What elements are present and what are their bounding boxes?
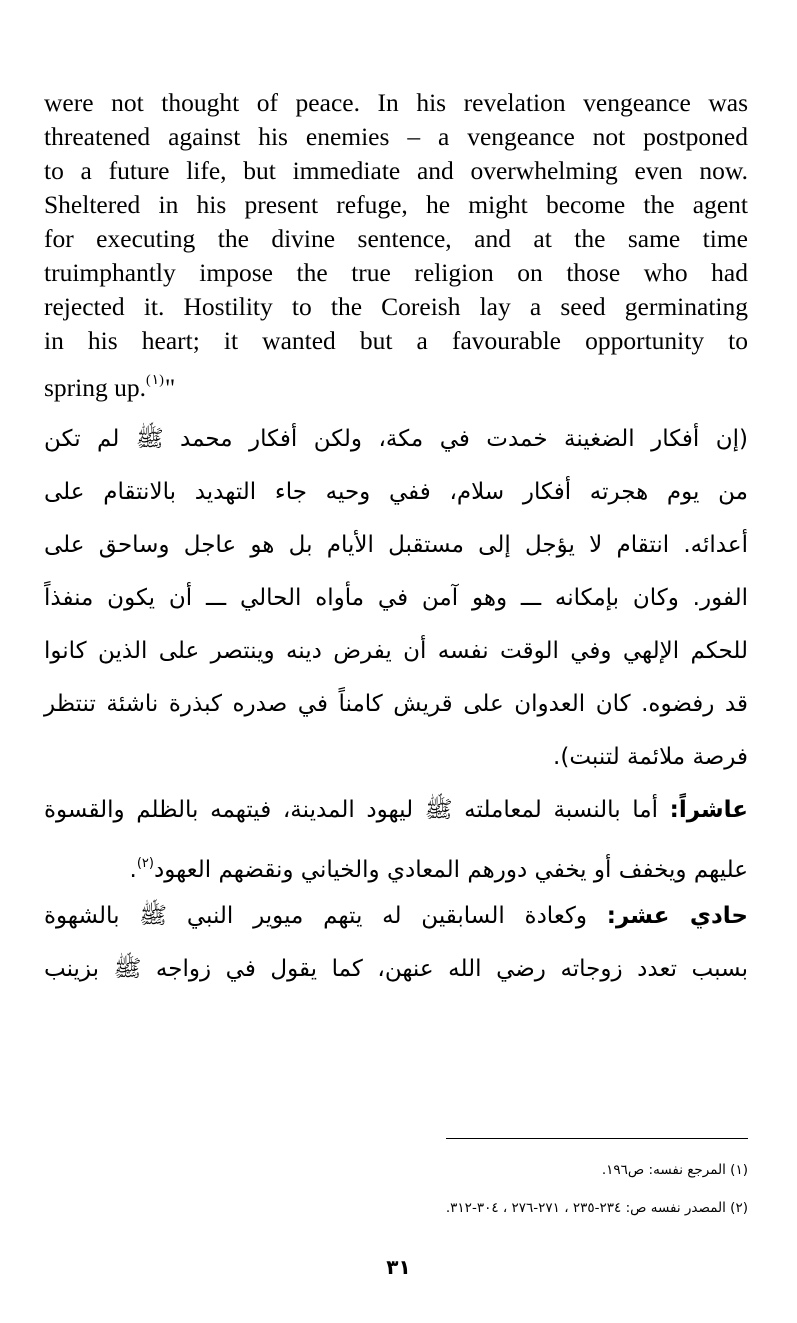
footnote-marker: (١) [146, 373, 165, 388]
item-eleven-text: وكعادة السابقين له يتهم ميوير النبي ﷺ بالشهوة [44, 903, 587, 929]
closing-quote: " [164, 373, 176, 402]
arabic-line: من يوم هجرته أفكار سلام، ففي وحيه جاء التهديد بالانتقام على [44, 479, 748, 505]
english-line: to a future life, but immediate and overwhelming even now. [44, 156, 748, 185]
arabic-line: (إن أفكار الضغينة خمدت في مكة، ولكن أفكار محمد ﷺ لم تكن [44, 426, 748, 452]
page-number: ٣١ [386, 1255, 411, 1279]
arabic-line: قد رفضوه. كان العدوان على قريش كامناً في صدره كبذرة ناشئة تنتظر [44, 691, 748, 717]
footnotes [44, 1160, 748, 1218]
item-eleven-line-2: بسبب تعدد زوجاته رضي الله عنهن، كما يقول في زواجه ﷺ بزينب [44, 956, 748, 982]
english-last-text: spring up. [44, 373, 146, 402]
arabic-line: أعدائه. انتقام لا يؤجل إلى مستقبل الأيام بل هو عاجل وساحق على [44, 532, 748, 558]
footnote-rule [446, 1138, 748, 1139]
english-last-line [44, 364, 748, 405]
item-eleven-line-1 [44, 890, 748, 943]
item-ten [44, 784, 748, 897]
english-line: threatened against his enemies – a vengeance not postponed [44, 122, 748, 151]
english-line: for executing the divine sentence, and at the same time [44, 224, 748, 253]
english-quote [44, 86, 748, 405]
item-ten-line-1 [44, 784, 748, 837]
footnote-1: (١) المرجع نفسه: ص١٩٦. [601, 1162, 748, 1178]
item-eleven-label: حادي عشر: [606, 903, 748, 929]
item-ten-period: . [129, 857, 137, 883]
english-line: were not thought of peace. In his revelation vengeance was [44, 88, 748, 117]
footnote-2: (٢) المصدر نفسه ص: ٢٣٤-٢٣٥ ، ٢٧١-٢٧٦ ، ٣٠٤-٣١٢. [445, 1200, 748, 1216]
arabic-line: فرصة ملائمة لتنبت). [553, 744, 748, 770]
english-line: truimphantly impose the true religion on those who had [44, 258, 748, 287]
item-ten-text: أما بالنسبة لمعاملته ﷺ ليهود المدينة، فيتهمه بالظلم والقسوة [44, 797, 658, 823]
english-line: Sheltered in his present refuge, he might become the agent [44, 190, 748, 219]
english-line: in his heart; it wanted but a favourable opportunity to [44, 326, 748, 355]
footnote-marker: (٢) [136, 856, 154, 871]
arabic-line: الفور. وكان بإمكانه ـــ وهو آمن في مأواه الحالي ـــ أن يكون منفذاً [44, 585, 748, 611]
arabic-line: للحكم الإلهي وفي الوقت نفسه أن يفرض دينه وينتصر على الذين كانوا [44, 638, 748, 664]
arabic-translation [44, 413, 748, 784]
english-line: rejected it. Hostility to the Coreish lay a seed germinating [44, 292, 748, 321]
item-ten-text-2: عليهم ويخفف أو يخفي دورهم المعادي والخياني ونقضهم العهود [153, 857, 748, 883]
item-ten-line-2 [44, 837, 748, 897]
item-eleven [44, 890, 748, 996]
item-ten-label: عاشراً: [669, 797, 748, 823]
